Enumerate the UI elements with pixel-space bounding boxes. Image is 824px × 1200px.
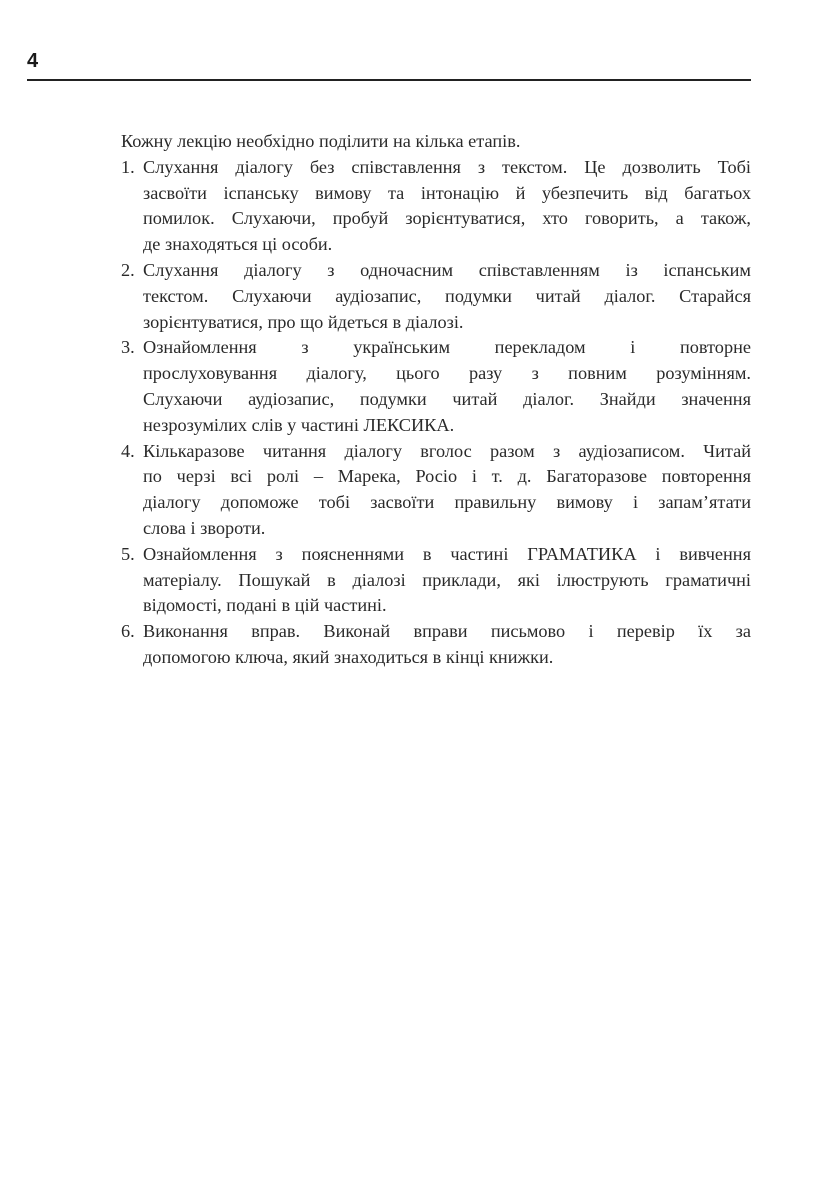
list-item-line: Ознайомлення з українським перекладом і повторне [143,337,751,358]
list-item-line: Слухання діалогу без співставлення з текстом. Це дозволить Тобі [143,156,751,177]
list-item-line: зорієнтуватися, про що йдеться в діалозі. [143,311,464,332]
list-item-line: по черзі всі ролі – Марека, Росіо і т. д. Багаторазове повторення [143,466,751,487]
page-number: 4 [27,50,39,72]
list-item [121,619,751,671]
list-item-number: 5. [121,543,135,564]
list-item [121,335,751,438]
list-item-line: Слухаючи аудіозапис, подумки читай діалог. Знайди значення [143,388,751,409]
list-item [121,439,751,542]
list-item-line: засвоїти іспанську вимову та інтонацію й убезпечить від багатьох [143,182,751,203]
list-item [121,258,751,335]
list-item-line: Кількаразове читання діалогу вголос разом з аудіозаписом. Читай [143,440,751,461]
list-item-line: Слухання діалогу з одночасним співставленням із іспанським [143,259,751,280]
list-item-line: слова і звороти. [143,517,266,538]
list-item-line: відомості, подані в цій частині. [143,595,387,616]
list-item-number: 6. [121,621,135,642]
list-item-line: прослуховування діалогу, цього разу з повним розумінням. [143,363,751,384]
list-item [121,542,751,619]
list-item [121,155,751,258]
list-item-number: 2. [121,259,135,280]
list-item-line: Ознайомлення з поясненнями в частині ГРАМАТИКА і вивчення [143,543,751,564]
list-item-line: діалогу допоможе тобі засвоїти правильну вимову і запам’ятати [143,492,751,513]
list-item-line: матеріалу. Пошукай в діалозі приклади, які ілюструють граматичні [143,569,751,590]
intro-paragraph: Кожну лекцію необхідно поділити на кілька етапів. [121,131,521,151]
list-item-line: Виконання вправ. Виконай вправи письмово і перевір їх за [143,621,751,642]
list-item-number: 3. [121,337,135,358]
list-item-number: 4. [121,440,135,461]
header-rule [27,79,751,81]
list-item-line: помилок. Слухаючи, пробуй зорієнтуватися, хто говорить, а також, [143,208,751,229]
document-body [121,129,751,671]
list-item-line: незрозумілих слів у частині ЛЕКСИКА. [143,414,455,435]
list-item-line: допомогою ключа, який знаходиться в кінці книжки. [143,646,554,667]
list-item-line: текстом. Слухаючи аудіозапис, подумки читай діалог. Старайся [143,285,751,306]
list-item-line: де знаходяться ці особи. [143,234,333,255]
list-item-number: 1. [121,156,135,177]
